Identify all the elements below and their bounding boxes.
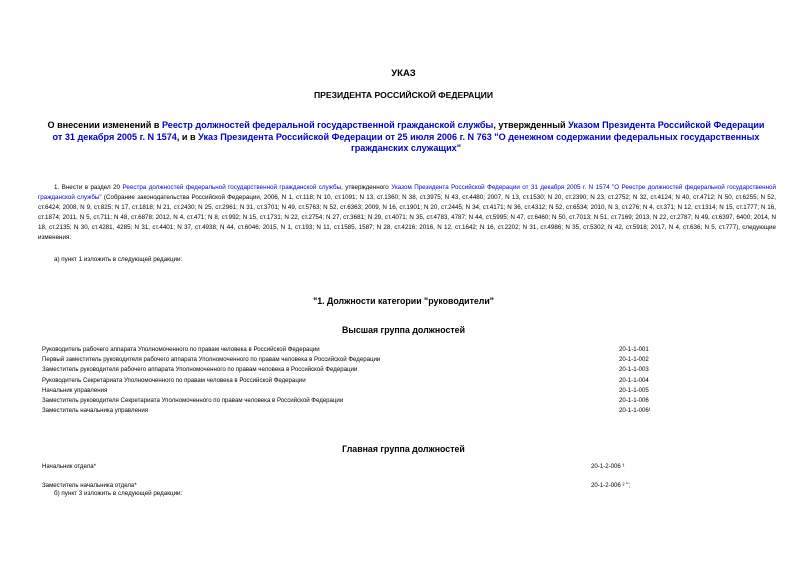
table-row [42,462,692,481]
position-name: Руководитель рабочего аппарата Уполномоченного по правам человека в Российской Федерации [42,346,320,353]
para-text-2: , утвержденного [341,184,392,191]
decree-title [42,120,770,155]
link-decree-763[interactable]: Указ Президента Российской Федерации от 25 июля 2006 г. N 763 "О денежном содержании федеральных государственных гражданских служащих" [198,131,760,154]
position-code: 20-1-1-001 [619,346,649,353]
group-high-heading: Высшая группа должностей [342,325,465,335]
position-code: 20-1-2-006 ¹ [591,463,625,470]
decree-heading: УКАЗ [391,68,416,79]
title-text-3: , и в [176,131,199,142]
table-row [42,345,692,355]
title-text-1: О внесении изменений в [47,120,162,130]
table-row [42,365,692,375]
table-row [42,355,692,365]
position-name: Заместитель руководителя рабочего аппарата Уполномоченного по правам человека в Российской Федерации [42,366,358,374]
position-code: 20-1-2-006 ² "; [591,481,631,489]
subitem-a: а) пункт 1 изложить в следующей редакции: [54,256,183,263]
position-code: 20-1-1-006 [619,396,649,404]
title-text-2: , утвержденный [493,120,569,130]
paragraph-1 [38,183,776,243]
position-name: Заместитель руководителя Секретариата Уполномоченного по правам человека в Российской Федерации [42,396,344,404]
position-code: 20-1-1-005 [619,386,649,394]
position-name: Заместитель начальника управления [42,407,149,415]
table-row [42,406,692,416]
position-name: Руководитель Секретариата Уполномоченного по правам человека в Российской Федерации [42,376,306,384]
para-text-1: 1. Внести в раздел 20 [54,184,123,191]
group-high-table [42,345,692,416]
position-name: Заместитель начальника отдела* [42,481,137,489]
table-row [42,386,692,396]
subitem-b: б) пункт 3 изложить в следующей редакции: [54,490,183,497]
position-code: 20-1-1-006¹ [619,407,651,415]
link-decree-1574[interactable]: Указом Президента Российской Федерации от 31 декабря 2005 г. N 1574 [52,120,765,142]
position-code: 20-1-1-003 [619,366,649,374]
link-registry[interactable]: Реестр должностей федеральной государственной гражданской службы [161,120,494,130]
position-name: Начальник отдела* [42,463,96,470]
group-main-heading: Главная группа должностей [342,444,465,454]
para-link-registry[interactable]: Реестра должностей федеральной государственной гражданской службы [122,184,342,191]
position-name: Начальник управления [42,386,108,394]
table-row [42,396,692,406]
position-code: 20-1-1-002 [619,356,649,364]
category-heading: "1. Должности категории "руководители" [313,296,494,306]
issuer-heading: ПРЕЗИДЕНТА РОССИЙСКОЙ ФЕДЕРАЦИИ [313,90,494,100]
para-link-decree-1574[interactable]: Указом Президента Российской Федерации от 31 декабря 2005 г. N 1574 "О Реестре должностей федеральной государственной гражданской службы" [38,184,777,202]
position-name: Первый заместитель руководителя рабочего аппарата Уполномоченного по правам человека в Российской Федерации [42,356,381,364]
table-row [42,376,692,386]
position-code: 20-1-1-004 [619,376,649,384]
para-text-3: (Собрание законодательства Российской Федерации, 2006, N 1, ст.118; N 10, ст.1091; N 13, ст.1360; N 38, ст.3975; N 43, ст.4480; 2007, N 13, ст.1530; N 20, ст.2390; N 23, ст.2752; N 32, ст.4124; N 40, ст.4712; N 50, ст.6255; N 52, ст.6424; 2008, N 9, ст.825; N 17, ст.1818; N 21, ст.2430; N 25, ст.2961; N 31, ст.3701; N 49, ст.5763; N 52, ст.6363; 2009, N 16, ст.1901; N 20, ст.2445; N 34, ст.4171; N 36, ст.4312; N 52, ст.6534; 2010, N 3, ст.276; N 4, ст.371; N 12, ст.1314; N 15, ст.1777; N 16, ст.1874; 2011, N 5, ст.711; N 48, ст.6878; 2012, N 4, ст.471; N 8, ст.992; N 15, ст.1731; N 22, ст.2754; N 27, ст.3681; N 29, ст.4071; N 35, ст.4783, 4787; N 44, ст.5995; N 47, ст.6460; N 50, ст.7013; N 51, ст.7169; 2013, N 22, ст.2787; N 49, ст.6397, 6400; 2014, N 18, ст.2135; N 30, ст.4281, 4285; N 31, ст.4401; N 37, ст.4938; N 44, ст.6046; 2015, N 1, ст.193; N 11, ст.1585, 1587; N 28, ст.4216; 2016, N 12, ст.1642; N 16, ст.2202; N 31, ст.4986; N 35, ст.5302; N 42, ст.5918; 2017, N 4, ст.636; N 5, ст.777), следующие изменения: [38,194,776,242]
